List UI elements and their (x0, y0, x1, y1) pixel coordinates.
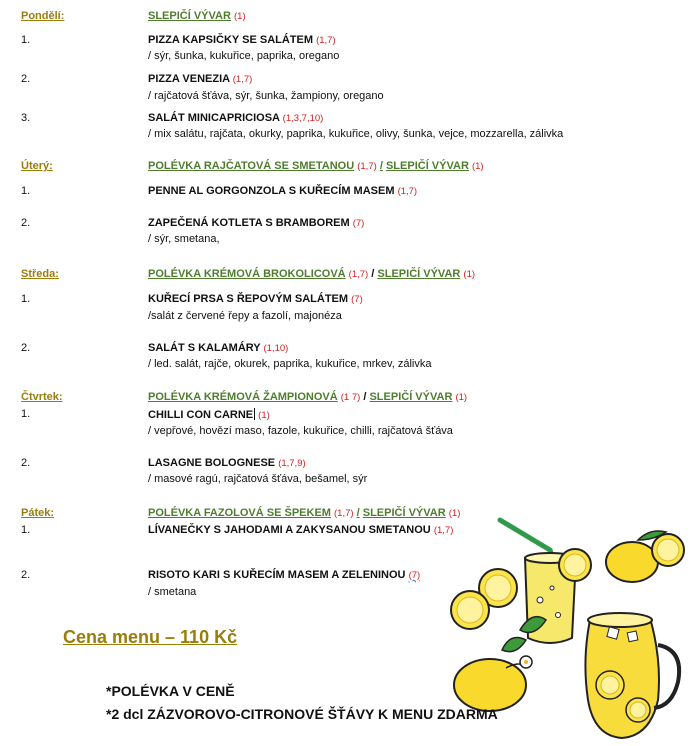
day-heading-friday: Pátek: (21, 507, 55, 519)
allergens: (1,7) (433, 525, 454, 536)
dish-label: LÍVANEČKY S JAHODAMI A ZAKYSANOU SMETANOU (148, 524, 431, 536)
item-number: 2. (21, 457, 31, 469)
dish-label: RISOTO KARI S KUŘECÍM MASEM A ZELENINOU (148, 569, 406, 581)
dish-label: PIZZA KAPSIČKY SE SALÁTEM (148, 34, 314, 46)
allergens: (1) (234, 11, 246, 22)
day-heading-thursday: Čtvrtek: (21, 391, 63, 403)
soup-name: POLÉVKA KRÉMOVÁ ŽAMPIONOVÁ (148, 391, 338, 403)
dish-name (148, 457, 306, 469)
item-number: 1. (21, 293, 31, 305)
allergens: (1) (463, 269, 476, 280)
allergens: (1) (258, 410, 270, 421)
dish-description: / rajčatová šťáva, sýr, šunka, žampiony, oregano (148, 90, 384, 102)
soup-name: SLEPIČÍ VÝVAR (385, 160, 469, 172)
day-heading-tuesday: Úterý: (21, 160, 53, 172)
dish-label: SALÁT MINICAPRICIOSA (148, 112, 280, 124)
allergens: (1,7) (334, 508, 354, 519)
dish-name (148, 73, 252, 85)
dish-description: / mix salátu, rajčata, okurky, paprika, kukuřice, olivy, šunka, vejce, mozzarella, zálivka (148, 128, 564, 140)
soup-name: POLÉVKA FAZOLOVÁ SE ŠPEKEM (148, 507, 331, 519)
soup-thursday (148, 391, 467, 403)
allergens: (1,7) (397, 186, 418, 197)
day-heading-monday: Pondělí: (21, 10, 65, 22)
item-number: 2. (21, 73, 31, 85)
allergens: (1,10) (263, 343, 289, 354)
dish-label: LASAGNE BOLOGNESE (148, 457, 276, 469)
dish-name (148, 217, 364, 229)
dish-name (148, 185, 417, 197)
allergens: (1,7) (357, 161, 377, 172)
soup-friday (148, 507, 460, 519)
allergens: (7) (408, 570, 421, 581)
item-number: 1. (21, 34, 31, 46)
note-soup-included: *POLÉVKA V CENĚ (106, 683, 235, 699)
day-heading-wednesday: Středa: (21, 268, 59, 280)
soup-separator: / (379, 160, 383, 172)
menu-price: Cena menu – 110 Kč (63, 627, 238, 647)
soup-name: SLEPIČÍ VÝVAR (377, 268, 461, 280)
dish-name (148, 34, 336, 46)
allergens: (1,7) (316, 35, 336, 46)
soup-separator: / (356, 507, 360, 519)
allergens: (1 7) (340, 392, 361, 403)
soup-name: SLEPIČÍ VÝVAR (362, 507, 446, 519)
allergens: (7) (351, 294, 363, 305)
dish-label: CHILLI CON CARNE (148, 409, 254, 421)
dish-name (148, 342, 288, 354)
allergens: (1) (471, 161, 484, 172)
allergens: (7) (352, 218, 365, 229)
dish-label: SALÁT S KALAMÁRY (148, 342, 261, 354)
dish-description: / led. salát, rajče, okurek, paprika, kukuřice, mrkev, zálivka (148, 358, 432, 370)
dish-description: / smetana (148, 586, 197, 598)
soup-tuesday (148, 160, 484, 172)
soup-wednesday (148, 268, 475, 280)
dish-label: PENNE AL GORGONZOLA S KUŘECÍM MASEM (148, 185, 395, 197)
soup-separator: / (363, 391, 367, 403)
soup-name: SLEPIČÍ VÝVAR (148, 10, 231, 22)
dish-name (148, 524, 453, 536)
item-number: 3. (21, 112, 31, 124)
allergens: (1,3,7,10) (282, 113, 324, 124)
item-number: 1. (21, 185, 31, 197)
soup-name: POLÉVKA KRÉMOVÁ BROKOLICOVÁ (148, 268, 346, 280)
dish-label: KUŘECÍ PRSA S ŘEPOVÝM SALÁTEM (148, 293, 349, 305)
dish-description: / vepřové, hovězí maso, fazole, kukuřice, chilli, rajčatová šťáva (148, 425, 453, 437)
soup-separator: / (371, 268, 375, 280)
item-number: 1. (21, 408, 31, 420)
dish-label: PIZZA VENEZIA (148, 73, 230, 85)
item-number: 1. (21, 524, 31, 536)
dish-name (148, 112, 323, 124)
item-number: 2. (21, 217, 31, 229)
dish-description: / masové ragú, rajčatová šťáva, bešamel, sýr (148, 473, 368, 485)
item-number: 2. (21, 569, 31, 581)
dish-label: ZAPEČENÁ KOTLETA S BRAMBOREM (148, 217, 350, 229)
soup-name: SLEPIČÍ VÝVAR (369, 391, 453, 403)
allergens: (1,7,9) (278, 458, 306, 469)
dish-name (148, 569, 420, 581)
allergens: (1) (448, 508, 461, 519)
text-cursor (254, 408, 255, 420)
allergens: (1,7) (348, 269, 369, 280)
dish-description: / sýr, šunka, kukuřice, paprika, oregano (148, 50, 340, 62)
soup-name: POLÉVKA RAJČATOVÁ SE SMETANOU (148, 160, 355, 172)
allergens: (1) (455, 392, 468, 403)
note-free-drink: *2 dcl ZÁZVOROVO-CITRONOVÉ ŠŤÁVY K MENU ZDARMA (106, 706, 498, 722)
dish-description: / sýr, smetana, (148, 233, 220, 245)
item-number: 2. (21, 342, 31, 354)
dish-name (148, 293, 363, 305)
dish-name (148, 408, 270, 421)
soup-monday (148, 10, 246, 22)
allergens: (1,7) (232, 74, 253, 85)
dish-description: /salát z červené řepy a fazolí, majonéza (148, 310, 342, 322)
